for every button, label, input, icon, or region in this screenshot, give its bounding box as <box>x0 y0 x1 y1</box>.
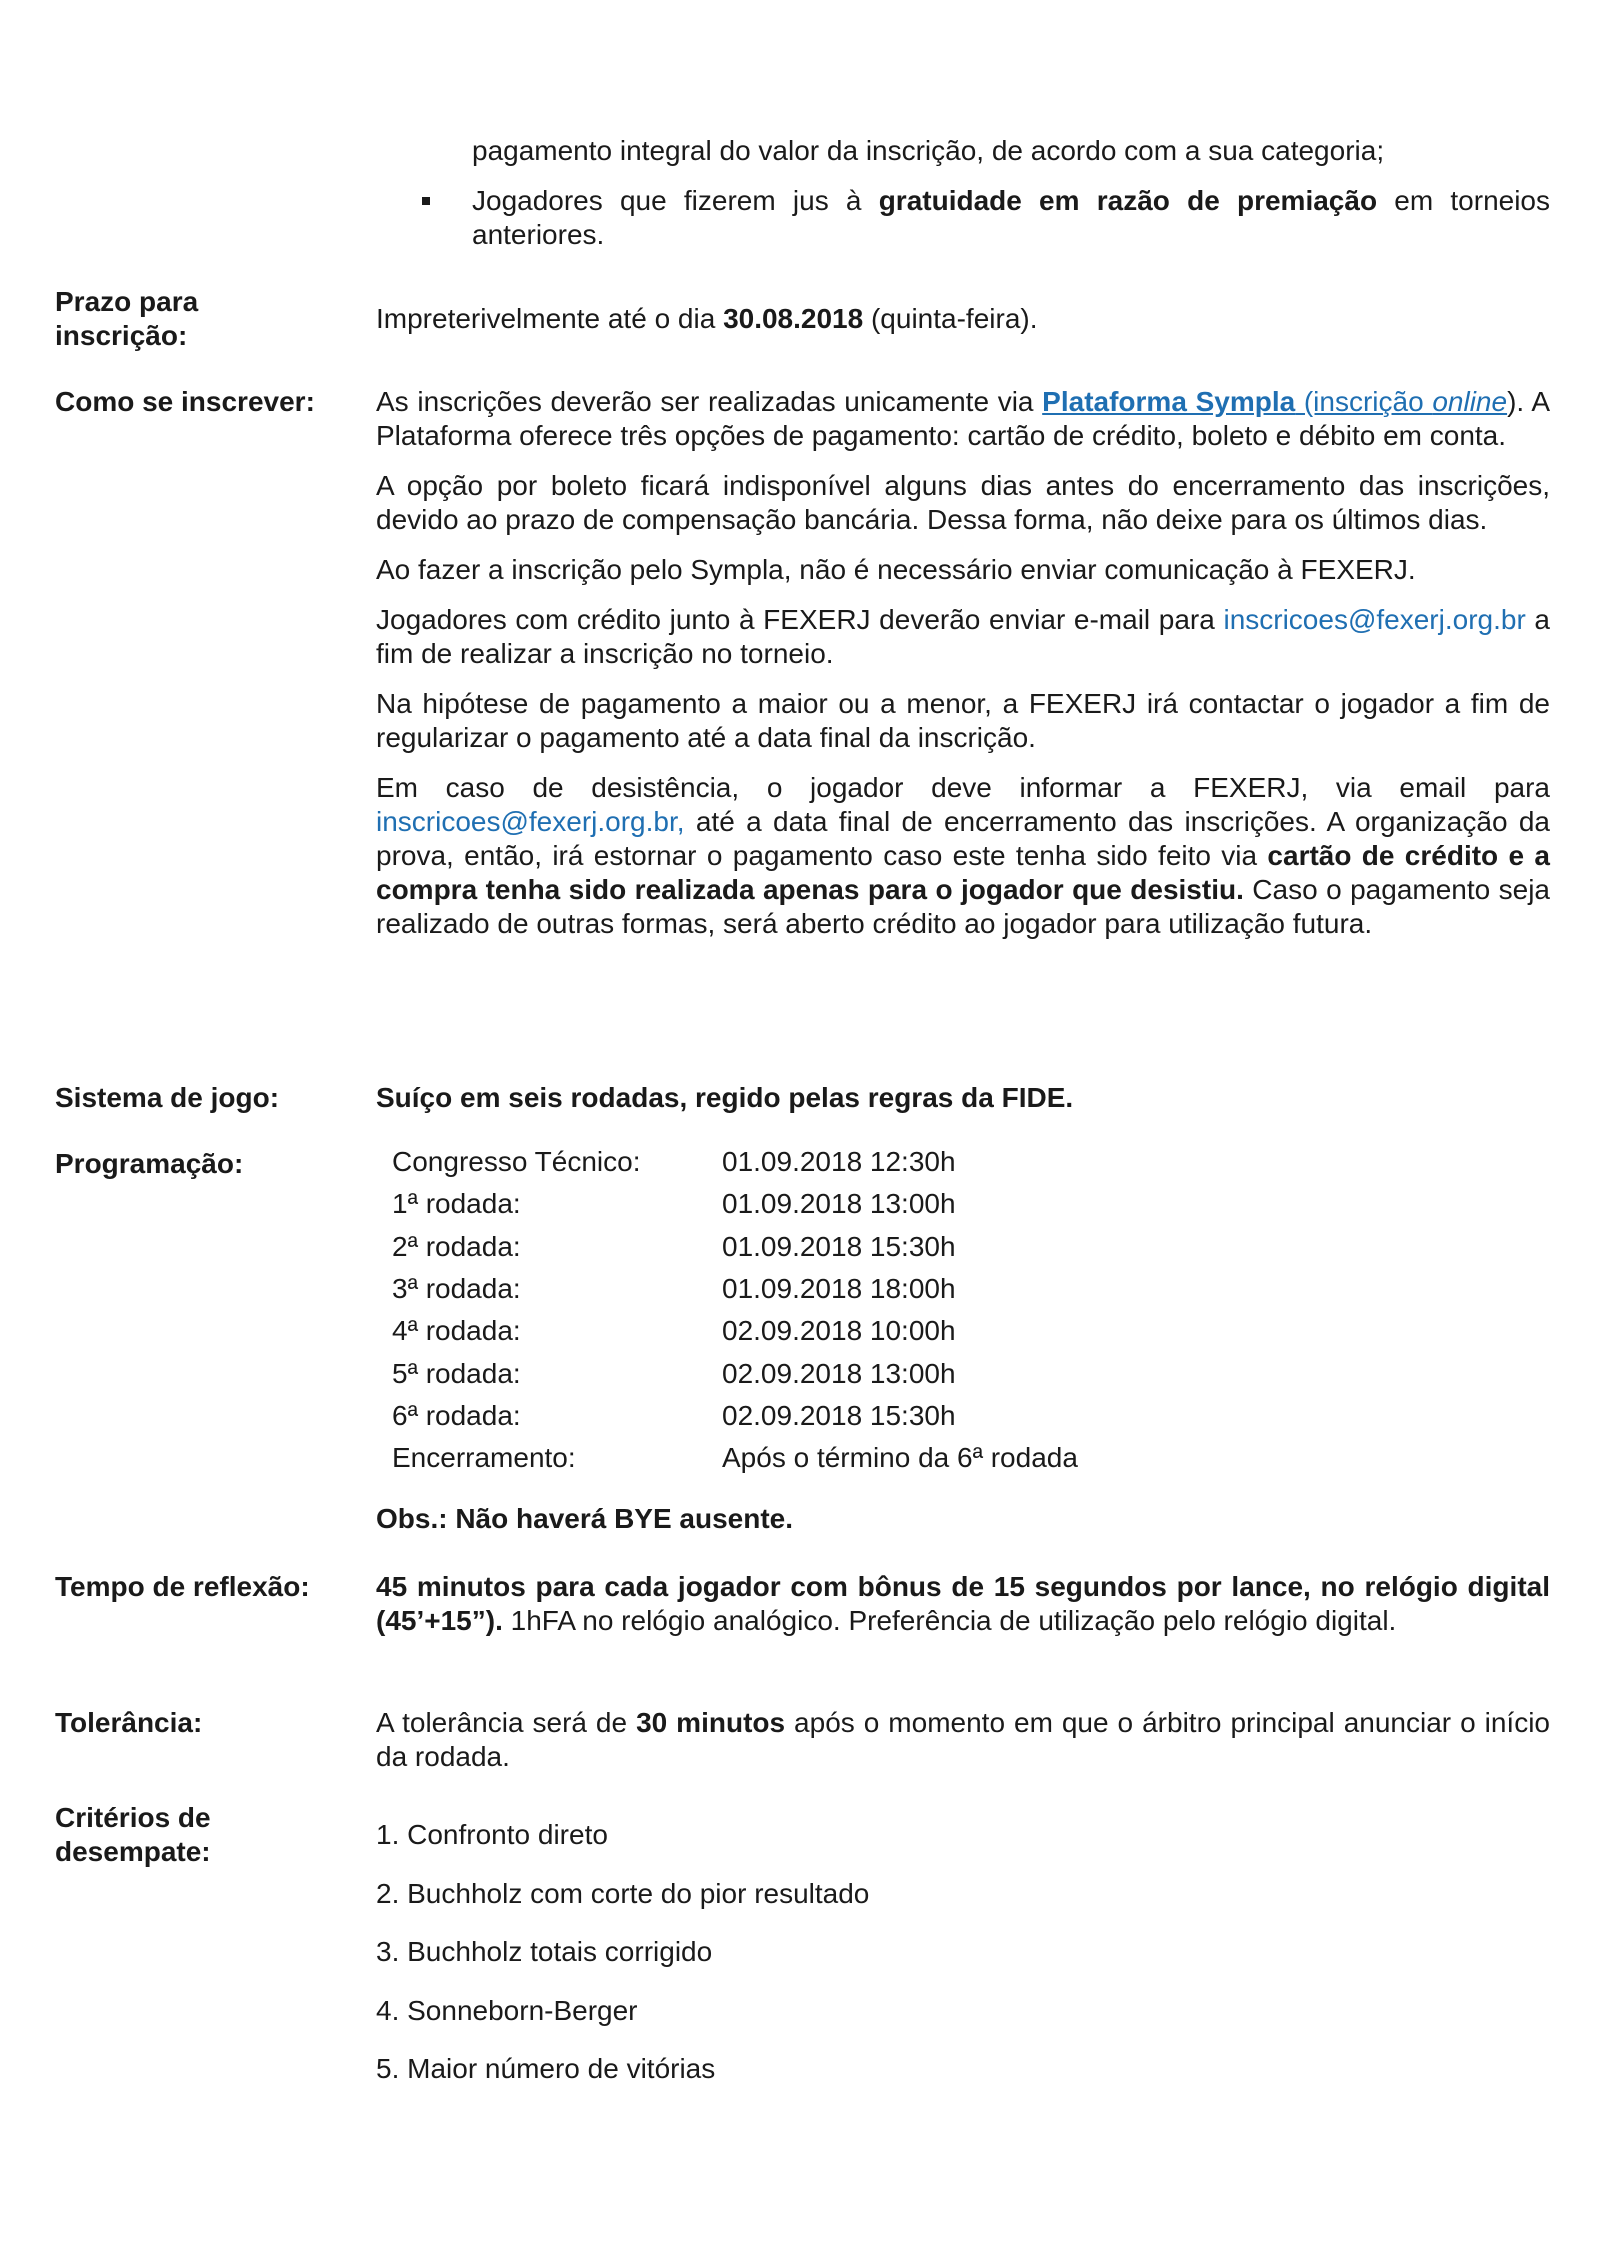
schedule-row-value: Após o término da 6ª rodada <box>722 1442 1078 1474</box>
tolerancia-value <box>376 1706 1550 1774</box>
criterios-label: Critérios de desempate: <box>55 1802 211 1867</box>
prazo-label: Prazo para inscrição: <box>55 286 199 351</box>
prazo-date: 30.08.2018 <box>723 303 864 334</box>
schedule-row-label: 6ª rodada: <box>392 1399 521 1431</box>
schedule-row-value: 01.09.2018 15:30h <box>722 1230 956 1262</box>
schedule-row-label: 4ª rodada: <box>392 1315 521 1347</box>
como-paragraph-5: Na hipótese de pagamento a maior ou a menor, a FEXERJ irá contactar o jogador a fim de regularizar o pagamento até a data final da inscrição. <box>376 688 1550 753</box>
tolerancia-bold: 30 minutos <box>636 1707 786 1738</box>
como-content <box>376 385 1550 957</box>
sistema-value: Suíço em seis rodadas, regido pelas regras da FIDE. <box>376 1082 1074 1113</box>
schedule-row-value: 01.09.2018 13:00h <box>722 1188 956 1220</box>
schedule-row-label: Encerramento: <box>392 1442 576 1474</box>
email-link[interactable]: inscricoes@fexerj.org.br <box>1223 604 1526 635</box>
como-paragraph-1 <box>376 385 1550 453</box>
schedule-row-value: 01.09.2018 12:30h <box>722 1146 956 1177</box>
schedule-row-label: Congresso Técnico: <box>392 1146 641 1177</box>
como-p1-prefix: As inscrições deverão ser realizadas unicamente via <box>376 386 1043 417</box>
bullet-text-prefix: Jogadores que fizerem jus à <box>472 185 879 216</box>
obs-text: Obs.: Não haverá BYE ausente. <box>376 1503 794 1534</box>
como-paragraph-3: Ao fazer a inscrição pelo Sympla, não é necessário enviar comunicação à FEXERJ. <box>376 554 1416 585</box>
inscricao-link-part[interactable]: (inscrição <box>1295 386 1433 417</box>
como-paragraph-2: A opção por boleto ficará indisponível alguns dias antes do encerramento das inscrições, devido ao prazo de compensação bancária. Dessa forma, não deixe para os últimos dias. <box>376 470 1550 535</box>
bullet-text-bold: gratuidade em razão de premiação <box>878 185 1378 216</box>
email-link[interactable]: inscricoes@fexerj.org.br, <box>376 806 685 837</box>
como-p4-prefix: Jogadores com crédito junto à FEXERJ deverão enviar e-mail para <box>376 604 1224 635</box>
como-paragraph-6 <box>376 771 1550 941</box>
prazo-prefix: Impreterivelmente até o dia <box>376 303 724 334</box>
bullet-text-suffix: em torneios anteriores. <box>472 185 1551 250</box>
criteria-item: 1. Confronto direto <box>376 1819 608 1850</box>
como-p4-suffix: a fim de realizar a inscrição no torneio. <box>376 604 1550 669</box>
schedule-row-label: 1ª rodada: <box>392 1188 521 1220</box>
schedule-row-value: 02.09.2018 13:00h <box>722 1357 956 1389</box>
criteria-item: 5. Maior número de vitórias <box>376 2053 716 2084</box>
sistema-label: Sistema de jogo: <box>55 1082 280 1113</box>
schedule-row-label: 2ª rodada: <box>392 1230 521 1262</box>
payment-continuation <box>472 134 1550 168</box>
como-p6-suffix: Caso o pagamento seja realizado de outras formas, será aberto crédito ao jogador para utilização futura. <box>376 874 1551 939</box>
schedule-row-value: 02.09.2018 15:30h <box>722 1399 956 1431</box>
como-paragraph-4 <box>376 603 1550 671</box>
como-label: Como se inscrever: <box>55 386 315 417</box>
schedule-row-value: 02.09.2018 10:00h <box>722 1315 956 1347</box>
tempo-bold: 45 minutos para cada jogador com bônus de 15 segundos por lance, no relógio digital (45’+15”). <box>376 1571 1550 1636</box>
tempo-normal: 1hFA no relógio analógico. Preferência de utilização pelo relógio digital. <box>502 1605 1397 1636</box>
como-p6-mid: até a data final de encerramento das inscrições. A organização da prova, então, irá estornar o pagamento caso este tenha sido feito via <box>376 806 1550 871</box>
como-p1-suffix: ). A Plataforma oferece três opções de pagamento: cartão de crédito, boleto e débito em conta. <box>376 386 1550 451</box>
como-p6-bold: cartão de crédito e a compra tenha sido realizada apenas para o jogador que desistiu. <box>376 840 1550 905</box>
criteria-item: 3. Buchholz totais corrigido <box>376 1936 713 1967</box>
schedule-row-label: 3ª rodada: <box>392 1272 521 1304</box>
criteria-item: 4. Sonneborn-Berger <box>376 1994 638 2026</box>
criteria-item: 2. Buchholz com corte do pior resultado <box>376 1877 870 1909</box>
tolerancia-suffix: após o momento em que o árbitro principal anunciar o início da rodada. <box>376 1707 1550 1772</box>
tempo-value <box>376 1570 1550 1638</box>
tolerancia-label: Tolerância: <box>55 1707 203 1738</box>
schedule-row-value: 01.09.2018 18:00h <box>722 1272 956 1304</box>
como-p6-prefix: Em caso de desistência, o jogador deve informar a FEXERJ, via email para <box>376 772 1550 803</box>
programacao-label: Programação: <box>55 1148 244 1179</box>
online-link[interactable]: online <box>1432 386 1508 417</box>
schedule-row-label: 5ª rodada: <box>392 1357 521 1389</box>
prazo-value <box>376 302 1550 336</box>
tempo-label: Tempo de reflexão: <box>55 1571 310 1602</box>
prazo-suffix: (quinta-feira). <box>863 303 1038 334</box>
bullet-marker-icon <box>422 197 430 205</box>
payment-continuation-text: pagamento integral do valor da inscrição, de acordo com a sua categoria; <box>472 135 1385 166</box>
bullet-gratuidade <box>472 184 1550 252</box>
sympla-link[interactable]: Plataforma Sympla <box>1042 386 1296 417</box>
tolerancia-prefix: A tolerância será de <box>376 1707 637 1738</box>
